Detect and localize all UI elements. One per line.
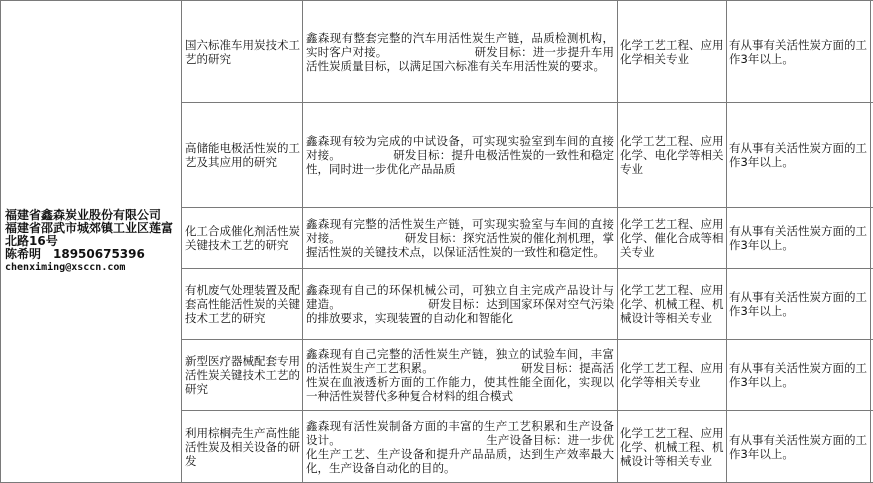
description-cell[interactable]: 鑫森现有完整的活性炭生产链，可实现实验室与车间的直接对接。 研发目标：探究活性炭的催化剂机理，掌握活性炭的关键技术点，以保证活性炭的一致性和稳定性。 xyxy=(303,208,618,269)
major-cell[interactable]: 化学工艺工程、应用化学、催化合成等相关专业 xyxy=(618,208,727,269)
topic-cell[interactable]: 利用棕榈壳生产高性能活性炭及相关设备的研发 xyxy=(182,411,303,483)
company-name: 福建省鑫森炭业股份有限公司 xyxy=(5,209,179,222)
topic-cell[interactable]: 新型医疗器械配套专用活性炭关键技术工艺的研究 xyxy=(182,340,303,411)
topic-cell[interactable]: 化工合成催化剂活性炭关键技术工艺的研究 xyxy=(182,208,303,269)
major-cell[interactable]: 化学工艺工程、应用化学、电化学等相关专业 xyxy=(618,103,727,208)
company-cell[interactable] xyxy=(1,1,182,483)
requirement-cell[interactable]: 有从事有关活性炭方面的工作3年以上。 xyxy=(727,208,871,269)
description-cell[interactable]: 鑫森现有自己完整的活性炭生产链，独立的试验车间，丰富的活性炭生产工艺积累。 研发目标：提高活性炭在血液透析方面的工作能力，使其性能全面化，实现以一种活性炭替代多种复合材料的组合模式 xyxy=(303,340,618,411)
topic-cell[interactable]: 有机废气处理装置及配套高性能活性炭的关键技术工艺的研究 xyxy=(182,269,303,340)
requirement-cell[interactable]: 有从事有关活性炭方面的工作3年以上。 xyxy=(727,1,871,103)
description-cell[interactable]: 鑫森现有整套完整的汽车用活性炭生产链，品质检测机构，实时客户对接。 研发目标：进一步提升车用活性炭质量目标，以满足国六标准有关车用活性炭的要求。 xyxy=(303,1,618,103)
major-cell[interactable]: 化学工艺工程、应用化学、机械工程、机械设计等相关专业 xyxy=(618,411,727,483)
major-cell[interactable]: 化学工艺工程、应用化学相关专业 xyxy=(618,1,727,103)
description-cell[interactable]: 鑫森现有较为完成的中试设备，可实现实验室到车间的直接对接。 研发目标：提升电极活性炭的一致性和稳定性，同时进一步优化产品品质 xyxy=(303,103,618,208)
requirement-cell[interactable]: 有从事有关活性炭方面的工作3年以上。 xyxy=(727,411,871,483)
company-email: chenximing@xsccn.com xyxy=(5,261,179,274)
topic-cell[interactable]: 高储能电极活性炭的工艺及其应用的研究 xyxy=(182,103,303,208)
major-cell[interactable]: 化学工艺工程、应用化学等相关专业 xyxy=(618,340,727,411)
major-cell[interactable]: 化学工艺工程、应用化学、机械工程、机械设计等相关专业 xyxy=(618,269,727,340)
description-cell[interactable]: 鑫森现有自己的环保机械公司，可独立自主完成产品设计与建造。 研发目标：达到国家环保对空气污染的排放要求，实现装置的自动化和智能化 xyxy=(303,269,618,340)
requirement-cell[interactable]: 有从事有关活性炭方面的工作3年以上。 xyxy=(727,269,871,340)
requirement-cell[interactable]: 有从事有关活性炭方面的工作3年以上。 xyxy=(727,340,871,411)
requirement-cell[interactable]: 有从事有关活性炭方面的工作3年以上。 xyxy=(727,103,871,208)
company-contact: 陈希明 18950675396 xyxy=(5,248,179,261)
description-cell[interactable]: 鑫森现有活性炭制备方面的丰富的生产工艺积累和生产设备设计。 生产设备目标：进一步优化生产工艺、生产设备和提升产品品质，达到生产效率最大化，生产设备自动化的目的。 xyxy=(303,411,618,483)
topic-cell[interactable]: 国六标准车用炭技术工艺的研究 xyxy=(182,1,303,103)
table-row xyxy=(1,1,873,103)
company-address: 福建省邵武市城郊镇工业区莲富北路16号 xyxy=(5,222,179,248)
